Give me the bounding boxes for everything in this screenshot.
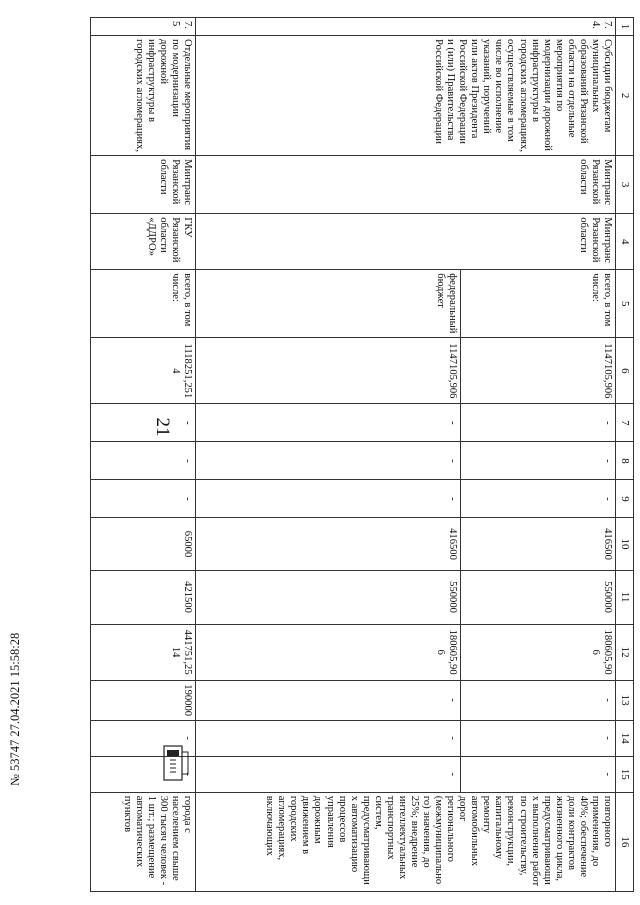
year-value: 550000 — [196, 570, 461, 624]
year-value: - — [196, 756, 461, 792]
row-number: 7.4. — [196, 18, 616, 36]
year-value: - — [461, 442, 616, 480]
header-cell: 16 — [616, 792, 634, 891]
year-value: 416500 — [196, 518, 461, 570]
expected-results: города с населением свыше 300 тысяч человек - 1 шт.; размещение автоматических пунктов — [91, 792, 196, 891]
year-value: - — [461, 756, 616, 792]
funding-source: федеральный бюджет — [196, 270, 461, 338]
year-value: - — [196, 680, 461, 720]
year-value: - — [461, 404, 616, 442]
recipient: Минтранс Рязанской области — [196, 214, 616, 270]
year-value: 550000 — [461, 570, 616, 624]
year-value: - — [461, 480, 616, 518]
header-cell: 6 — [616, 338, 634, 404]
year-value: - — [91, 756, 196, 792]
measure-name: Субсидии бюджетам муниципальных образований Рязанской области на отдельные мероприятия по модернизации дорожной инфраструктуры в городских агломерациях, осуществляемые в том числе во исполнение указаний, поручений или актов Президента Российской Федерации и (или) Правительства Российской Федерации — [196, 36, 616, 156]
year-value: 65000 — [91, 518, 196, 570]
year-value: - — [91, 480, 196, 518]
recipient: ГКУ Рязанской области «ДДРО» — [91, 214, 196, 270]
page-number: 21 — [152, 417, 173, 437]
header-cell: 10 — [616, 518, 634, 570]
year-value: - — [196, 404, 461, 442]
executor: Минтранс Рязанской области — [91, 156, 196, 214]
total-amount: 1147105,906 — [461, 338, 616, 404]
header-cell: 14 — [616, 720, 634, 756]
measure-name: Отдельные мероприятия по модернизации дорожной инфраструктуры в городских агломерациях, — [91, 36, 196, 156]
header-cell: 2 — [616, 36, 634, 156]
year-value: 441751,2514 — [91, 624, 196, 680]
total-amount: 1147105,906 — [196, 338, 461, 404]
header-cell: 9 — [616, 480, 634, 518]
registry-stamp-icon — [150, 740, 196, 786]
year-value: 190000 — [91, 680, 196, 720]
header-cell: 3 — [616, 156, 634, 214]
table-row-7-4-total — [461, 18, 616, 892]
header-row — [616, 18, 634, 892]
header-cell: 11 — [616, 570, 634, 624]
total-amount: 1118251,2514 — [91, 338, 196, 404]
document-number: № 53747 — [8, 739, 22, 786]
header-cell: 13 — [616, 680, 634, 720]
header-cell: 15 — [616, 756, 634, 792]
year-value: - — [461, 720, 616, 756]
year-value: - — [461, 680, 616, 720]
executor: Минтранс Рязанской области — [196, 156, 616, 214]
header-cell: 7 — [616, 404, 634, 442]
year-value: - — [91, 442, 196, 480]
year-value: 180605,906 — [196, 624, 461, 680]
year-value: 421500 — [91, 570, 196, 624]
header-cell: 1 — [616, 18, 634, 36]
row-number: 7.5 — [91, 18, 196, 36]
year-value: 180605,906 — [461, 624, 616, 680]
document-timestamp: 27.04.2021 15:58:28 — [8, 632, 22, 737]
header-cell: 5 — [616, 270, 634, 338]
year-value: 416500 — [461, 518, 616, 570]
year-value: - — [196, 480, 461, 518]
header-cell: 12 — [616, 624, 634, 680]
year-value: - — [91, 404, 196, 442]
document-footer — [8, 546, 23, 786]
funding-source: всего, в том числе: — [461, 270, 616, 338]
year-value: - — [196, 720, 461, 756]
header-cell: 4 — [616, 214, 634, 270]
header-cell: 8 — [616, 442, 634, 480]
year-value: - — [196, 442, 461, 480]
year-value: - — [91, 720, 196, 756]
funding-source: всего, в том числе: — [91, 270, 196, 338]
expected-results: повторного применения, до 40%; обеспечение доли контрактов жизненного цикла, предусматривающих выполнение работ по строительству, реконструкции, капитальному ремонту автомобильных дорог регионального (межмуниципального) значения, до 25%; внедрение интеллектуальных транспортных систем, предусматривающих автоматизацию процессов управления дорожным движением в городских агломерациях, включающих — [196, 792, 616, 891]
